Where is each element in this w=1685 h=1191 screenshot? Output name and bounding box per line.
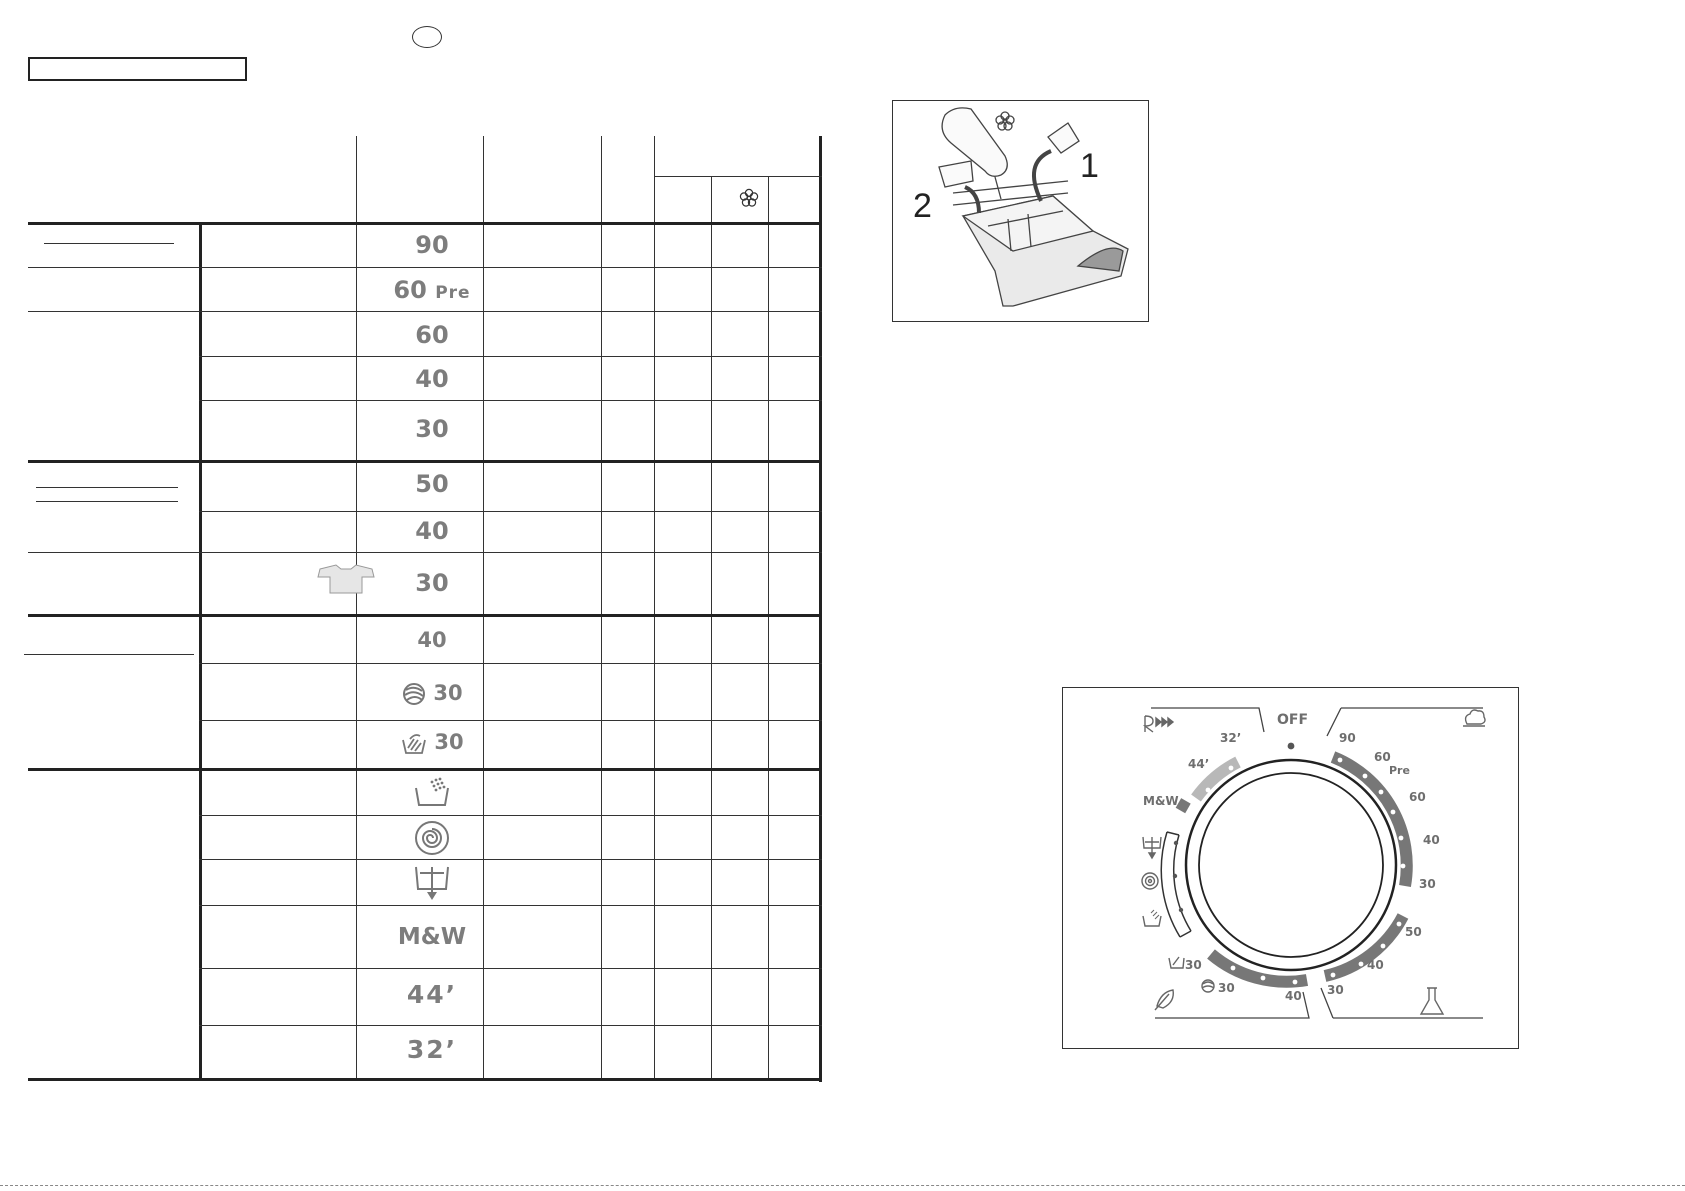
row-divider [28,311,822,312]
row-divider [199,1025,822,1026]
flower-softener-icon [738,187,760,209]
off-label: OFF [1277,712,1309,728]
temp-50: 50 [415,470,449,498]
dial-hand-30: 30 [1185,958,1202,972]
dial-mw: M&W [1143,794,1179,808]
row-divider [199,720,822,721]
row-divider [199,356,822,357]
title-box [28,57,247,81]
program-table [28,136,824,1080]
group-label-line [44,243,174,244]
row-divider [28,460,822,463]
group-label-line [36,501,178,502]
temp-40: 40 [415,517,449,545]
row-divider [199,968,822,969]
row-divider [199,511,822,512]
row-divider [28,267,822,268]
row-divider [199,859,822,860]
wool-icon [401,681,427,707]
dial-knob-inner [1199,773,1383,957]
quick-44: 44’ [406,980,458,1009]
dial-90: 90 [1339,731,1356,745]
row-divider [28,768,822,771]
row-divider [199,400,822,401]
group-label-line [24,654,194,655]
col-divider [654,136,655,1080]
dial-40-delicate: 40 [1285,989,1302,1003]
table-bottom-border [28,1078,822,1081]
dial-60: 60 [1409,790,1426,804]
shirt-icon [316,563,376,595]
dial-pre: Pre [1389,764,1410,777]
callout-2: 2 [913,187,932,225]
off-dot [1288,743,1295,750]
row-divider [199,905,822,906]
page-trim-line [0,1185,1685,1186]
delicate-arc [1211,954,1307,982]
wool-icon [1202,980,1214,992]
rinse-cell [356,776,508,814]
rapid-icon [1145,716,1173,732]
table-right-border [819,136,822,1082]
language-badge [412,26,442,48]
row-divider [28,552,822,553]
callout-1: 1 [1080,147,1099,185]
dial-32: 32’ [1220,731,1242,745]
dial-60-pre: 60 [1374,750,1391,764]
dial-knob-outer [1186,760,1396,970]
synthetic-arc [1325,916,1403,976]
temp-40: 40 [417,628,447,652]
spin-icon [414,820,450,856]
program-col-border [199,222,202,1080]
program-dial-panel [1062,687,1519,1049]
hand-wash-icon [1169,957,1184,968]
mw-program: M&W [397,924,467,950]
col-divider [601,136,602,1080]
program-dial [1063,688,1517,1047]
temp-90: 90 [415,231,449,259]
row-divider [199,815,822,816]
flask-icon [1421,988,1443,1014]
temp-60-pre: 60 Pre [393,276,471,304]
spin-icon [1142,873,1158,889]
detergent-drawer-figure [892,100,1149,322]
temp-wool-30: 30 [356,679,508,707]
leaf-icon [1155,990,1173,1010]
temp-40: 40 [415,365,449,393]
row-divider [199,663,822,664]
cotton-icon [1463,710,1485,726]
dial-40-syn: 40 [1367,958,1384,972]
spin-cell [356,820,508,862]
quick-32: 32’ [406,1035,458,1064]
drain-icon [412,863,452,901]
dial-wool-30: 30 [1218,981,1235,995]
dial-40: 40 [1423,833,1440,847]
temp-30: 30 [415,415,449,443]
dial-30: 30 [1419,877,1436,891]
dial-30-syn: 30 [1327,983,1344,997]
header-subline [654,176,822,177]
temp-hand-30: 30 [356,728,508,756]
group-label-line [36,487,178,488]
temp-30: 30 [415,569,449,597]
row-divider [28,614,822,617]
row-divider [28,222,822,225]
dial-44: 44’ [1188,757,1210,771]
dial-50: 50 [1405,925,1422,939]
rinse-icon [1143,910,1161,926]
hand-wash-icon [400,730,428,756]
temp-60: 60 [415,321,449,349]
drain-cell [356,863,508,907]
drain-icon [1143,837,1161,858]
rinse-icon [412,776,452,808]
